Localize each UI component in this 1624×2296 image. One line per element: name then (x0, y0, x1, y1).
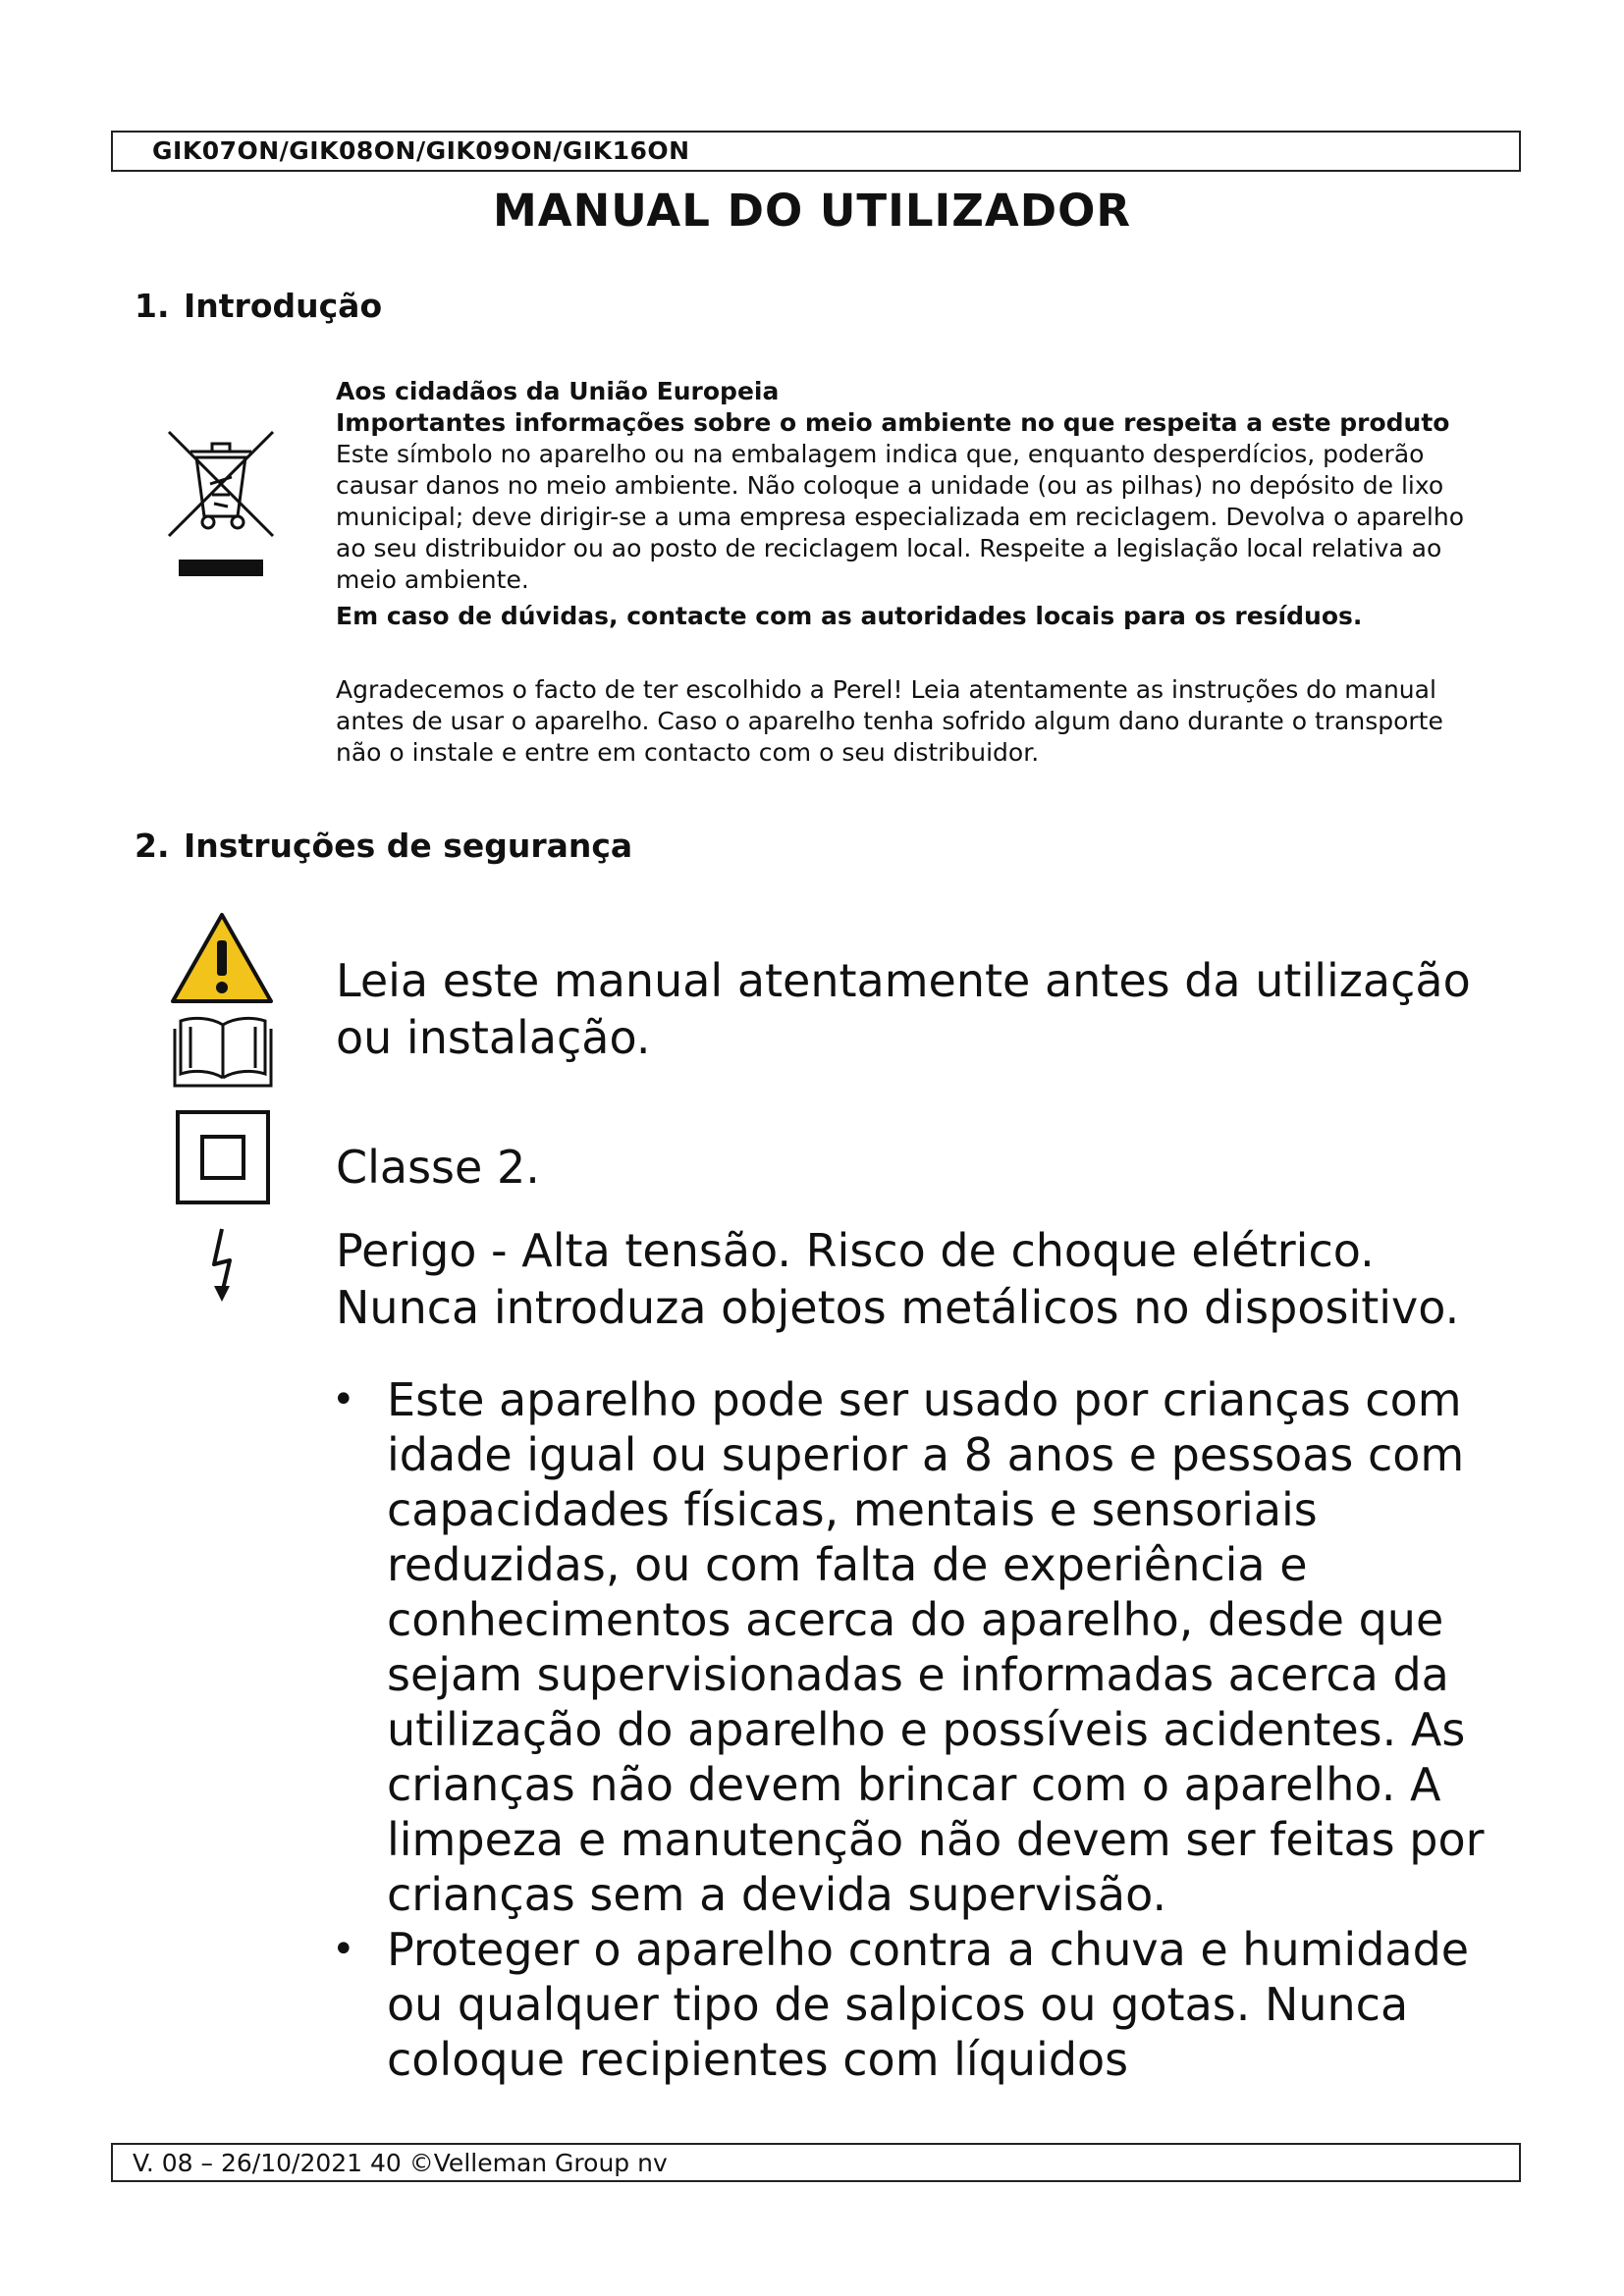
list-item (332, 1922, 1520, 2087)
eu-environment-heading: Importantes informações sobre o meio ambiente no que respeita a este produto (336, 408, 1450, 437)
bullet-text: Proteger o aparelho contra a chuva e humidade ou qualquer tipo de salpicos ou gotas. Nunca coloque recipientes com líquidos (387, 1923, 1470, 2086)
weee-bin-icon (167, 430, 275, 582)
eu-disposal-text: Este símbolo no aparelho ou na embalagem indica que, enquanto desperdícios, poderão causar danos no meio ambiente. Não coloque a unidade (ou as pilhas) no depósito de lixo municipal; deve dirigir-se a uma empresa especializada em reciclagem. Devolva o aparelho ao seu distribuidor ou ao posto de reciclagem local. Respeite a legislação local relativa ao meio ambiente. (336, 440, 1464, 594)
manual-book-icon (171, 1011, 275, 1090)
high-voltage-warning: Perigo - Alta tensão. Risco de choque elétrico. Nunca introduza objetos metálicos no dispositivo. (336, 1224, 1460, 1334)
warning-triangle-icon (169, 911, 275, 1005)
section-2-number: 2. (135, 827, 170, 865)
bullet-dot-icon: • (332, 1377, 355, 1422)
header-box (111, 131, 1521, 172)
list-item (332, 1372, 1520, 1922)
section-2-heading (135, 827, 632, 865)
footer-version-text: V. 08 – 26/10/2021 40 ©Velleman Group nv (133, 2149, 668, 2177)
class-2-icon (175, 1109, 271, 1205)
high-voltage-icon (208, 1227, 242, 1306)
section-2-title: Instruções de segurança (184, 827, 633, 865)
bullet-dot-icon: • (332, 1927, 355, 1972)
thanks-paragraph: Agradecemos o facto de ter escolhido a Perel! Leia atentamente as instruções do manual antes de usar o aparelho. Caso o aparelho tenha sofrido algum dano durante o transporte não o instale e entre em contacto com o seu distribuidor. (336, 675, 1443, 767)
section-1-title: Introdução (184, 287, 383, 325)
eu-citizens-heading: Aos cidadãos da União Europeia (336, 377, 780, 405)
read-manual-text: Leia este manual atentamente antes da utilização ou instalação. (336, 954, 1471, 1064)
safety-bullet-list (332, 1372, 1520, 2087)
model-header: GIK07ON/GIK08ON/GIK09ON/GIK16ON (152, 136, 690, 165)
bullet-text: Este aparelho pode ser usado por crianças com idade igual ou superior a 8 anos e pessoas com capacidades físicas, mentais e sensoriais reduzidas, ou com falta de experiência e conhecimentos acerca do aparelho, desde que sejam supervisionadas e informadas acerca da utilização do aparelho e possíveis acidentes. As crianças não devem brincar com o aparelho. A limpeza e manutenção não devem ser feitas por crianças sem a devida supervisão. (387, 1373, 1485, 1921)
section-1-number: 1. (135, 287, 170, 325)
page-title: MANUAL DO UTILIZADOR (493, 185, 1131, 237)
eu-contact-note: Em caso de dúvidas, contacte com as autoridades locais para os resíduos. (336, 602, 1363, 630)
class-2-text: Classe 2. (336, 1141, 540, 1194)
section-1-heading (135, 287, 382, 325)
footer-box (111, 2143, 1521, 2182)
